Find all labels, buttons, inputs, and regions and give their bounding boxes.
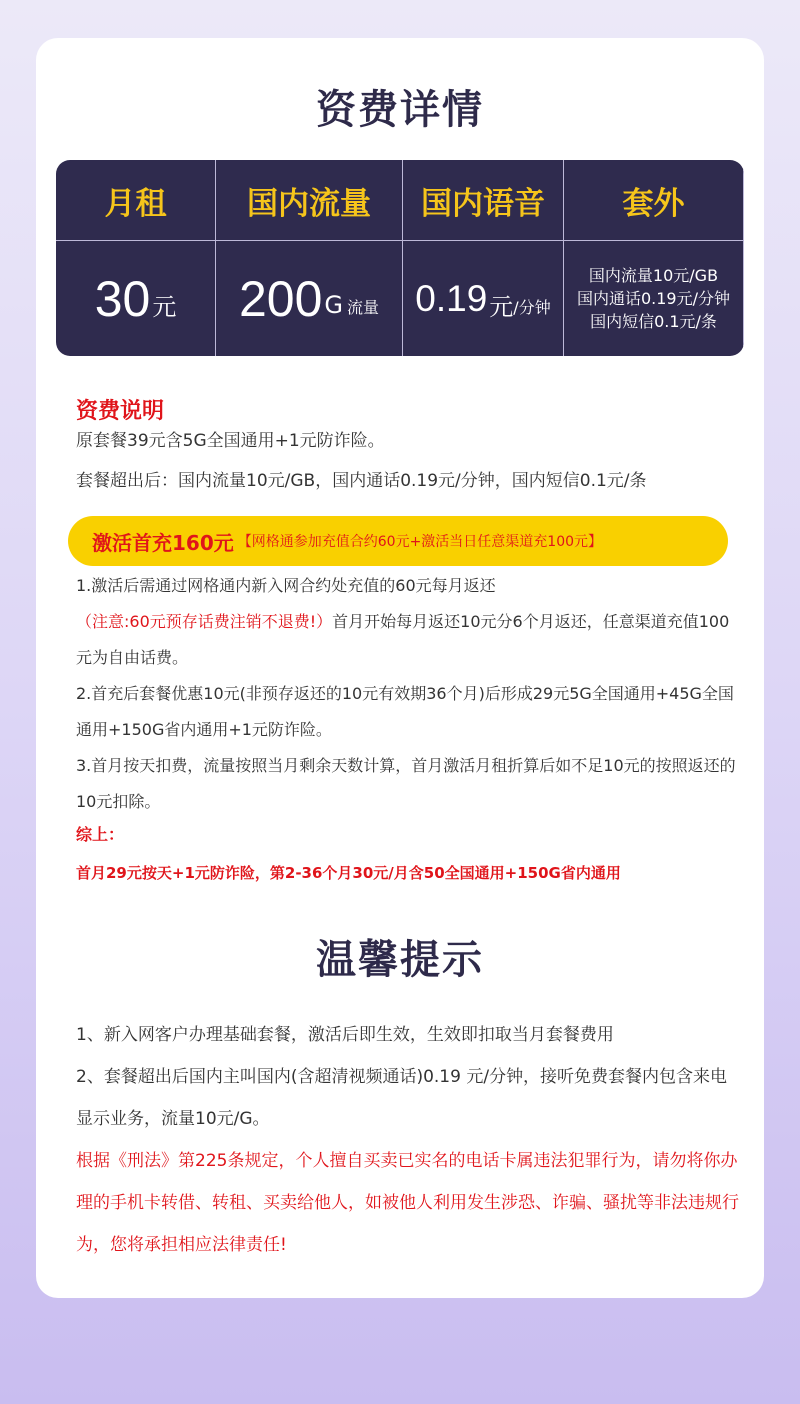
extra-column: [564, 160, 744, 356]
page-title: 资费详情: [316, 87, 484, 133]
voice-header: 国内语音: [421, 185, 545, 222]
monthly-column: [56, 160, 216, 356]
description-heading: 资费说明: [76, 399, 165, 424]
monthly-value: 30 元: [94, 270, 177, 327]
tips-title: 温馨提示: [316, 937, 484, 983]
data-header: 国内流量: [247, 185, 371, 222]
voice-value: 0.19 元 /分钟: [415, 277, 551, 321]
rule-1: 1.激活后需通过网格通内新入网合约处充值的60元每月返还（注意:60元预存话费注销不退费!）首月开始每月返还10元分6个月返还，任意渠道充值100元为自由话费。: [76, 576, 730, 667]
tariff-table: [56, 160, 744, 356]
extra-header: 套外: [622, 185, 685, 222]
voice-column: [403, 160, 564, 356]
data-column: [216, 160, 403, 356]
tip-2: 2、套餐超出后国内主叫国内(含超清视频通话)0.19 元/分钟，接听免费套餐内包含来电显示业务，流量10元/G。: [76, 1067, 728, 1129]
description-line-2: 套餐超出后：国内流量10元/GB，国内通话0.19元/分钟，国内短信0.1元/条: [76, 471, 647, 491]
data-value: 200 G 流量: [238, 270, 380, 327]
summary-text: 首月29元按天+1元防诈险，第2-36个月30元/月含50全国通用+150G省内通用: [76, 864, 621, 882]
tariff-card: [36, 38, 764, 1298]
tip-1: 1、新入网客户办理基础套餐，激活后即生效，生效即扣取当月套餐费用: [76, 1025, 614, 1045]
rule-2: 2.首充后套餐优惠10元(非预存返还的10元有效期36个月)后形成29元5G全国通用+45G全国通用+150G省内通用+1元防诈险。: [76, 684, 734, 739]
legal-warning: 根据《刑法》第225条规定，个人擅自买卖已实名的电话卡属违法犯罪行为，请勿将你办理的手机卡转借、转租、买卖给他人，如被他人利用发生涉恐、诈骗、骚扰等非法违规行为，您将承担相应法律责任!: [76, 1151, 739, 1255]
description-line-1: 原套餐39元含5G全国通用+1元防诈险。: [76, 431, 385, 451]
extra-value: 国内流量10元/GB 国内通话0.19元/分钟 国内短信0.1元/条: [576, 266, 731, 331]
table-divider: [56, 240, 744, 241]
rule-3: 3.首月按天扣费，流量按照当月剩余天数计算，首月激活月租折算后如不足10元的按照返还的10元扣除。: [76, 756, 736, 811]
summary-heading: 综上：: [76, 825, 125, 844]
activation-banner: 激活首充160元 【网格通参加充值合约60元+激活当日任意渠道充100元】: [68, 516, 728, 566]
monthly-header: 月租: [104, 185, 167, 222]
